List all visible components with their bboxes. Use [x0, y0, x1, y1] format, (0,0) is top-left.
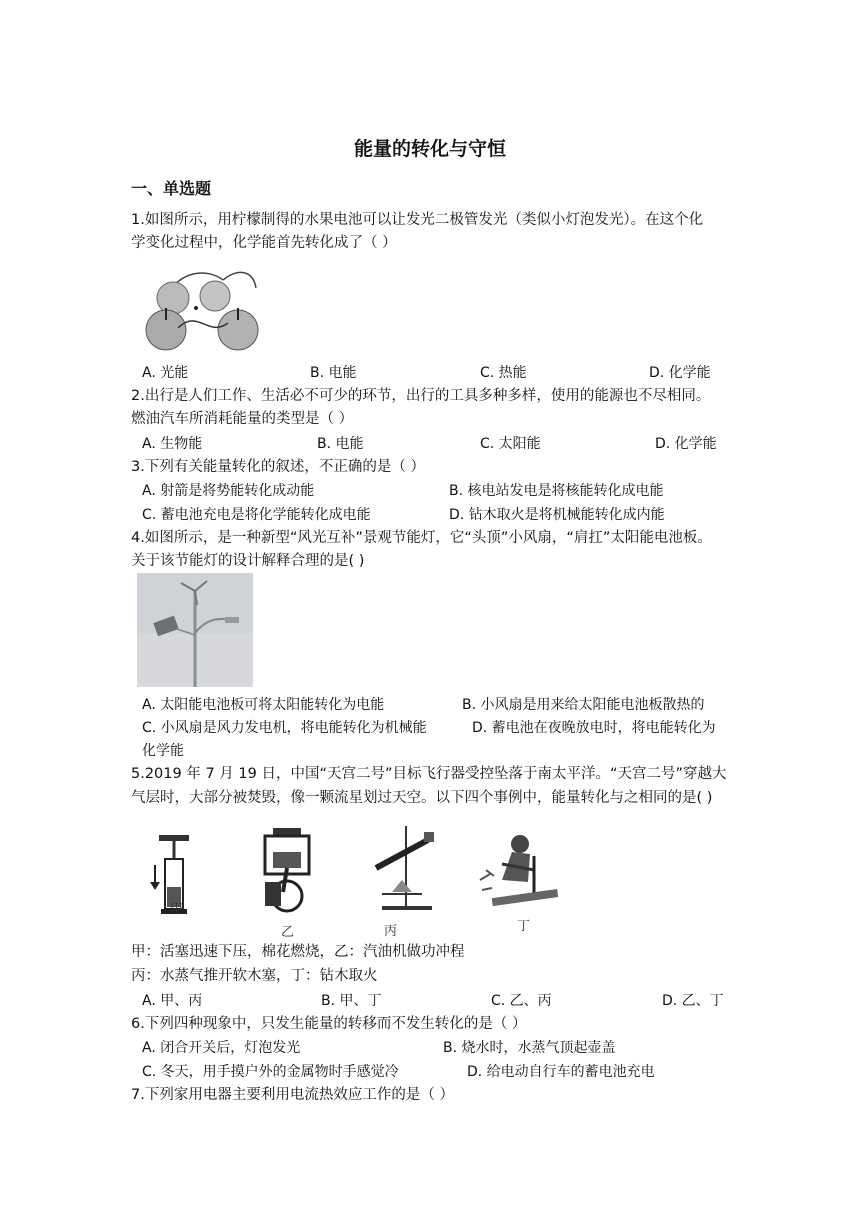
question-5-desc2: 丙：水蒸气推开软木塞，丁：钻木取火: [131, 968, 378, 984]
figure-label-bing: 丙: [384, 924, 398, 939]
q2-option-a[interactable]: A. 生物能: [142, 436, 203, 452]
q1-option-a[interactable]: A. 光能: [142, 365, 189, 381]
drill-wood-fire-image: [472, 830, 562, 915]
question-4-line1: 4.如图所示，是一种新型“风光互补”景观节能灯，它“头顶”小风扇，“肩扛”太阳能电池板。: [131, 530, 712, 546]
steam-cork-image: [362, 822, 442, 922]
q1-option-d[interactable]: D. 化学能: [649, 365, 711, 381]
gasoline-engine-image: [255, 822, 320, 922]
figure-label-ding: 丁: [517, 919, 531, 934]
question-1-line1: 1.如图所示，用柠檬制得的水果电池可以让发光二极管发光（类似小灯泡发光）。在这个化: [131, 212, 704, 228]
q6-option-a[interactable]: A. 闭合开关后，灯泡发光: [142, 1040, 301, 1056]
q2-option-d[interactable]: D. 化学能: [655, 436, 717, 452]
question-6-line1: 6.下列四种现象中，只发生能量的转移而不发生转化的是（ ）: [131, 1016, 527, 1032]
q3-option-d[interactable]: D. 钻木取火是将机械能转化成内能: [449, 507, 665, 523]
q5-option-c[interactable]: C. 乙、丙: [491, 993, 552, 1009]
wind-solar-lamp-image: [137, 573, 253, 687]
q1-option-c[interactable]: C. 热能: [480, 365, 527, 381]
question-2-line1: 2.出行是人们工作、生活必不可少的环节，出行的工具多种多样，使用的能源也不尽相同。: [131, 388, 711, 404]
q4-option-a[interactable]: A. 太阳能电池板可将太阳能转化为电能: [142, 697, 385, 713]
page-title: 能量的转化与守恒: [353, 138, 506, 160]
lemon-battery-image: [138, 268, 273, 356]
q2-option-b[interactable]: B. 电能: [317, 436, 364, 452]
section-heading: 一、单选题: [131, 179, 212, 198]
q1-option-b[interactable]: B. 电能: [310, 365, 357, 381]
q4-option-c[interactable]: C. 小风扇是风力发电机，将电能转化为机械能: [142, 720, 427, 736]
q2-option-c[interactable]: C. 太阳能: [480, 436, 541, 452]
figure-label-yi: 乙: [281, 925, 295, 940]
question-5-desc1: 甲：活塞迅速下压，棉花燃烧，乙：汽油机做功冲程: [131, 944, 465, 960]
q3-option-c[interactable]: C. 蓄电池充电是将化学能转化成电能: [142, 507, 371, 523]
q4-option-b[interactable]: B. 小风扇是用来给太阳能电池板散热的: [462, 697, 705, 713]
question-5-line2: 气层时，大部分被焚毁，像一颗流星划过天空。以下四个事例中，能量转化与之相同的是( ): [131, 790, 713, 806]
q4-option-d-cont: 化学能: [142, 743, 184, 759]
q6-option-b[interactable]: B. 烧水时，水蒸气顶起壶盖: [443, 1040, 616, 1056]
question-5-line1: 5.2019 年 7 月 19 日，中国“天宫二号”目标飞行器受控坠落于南太平洋。“天宫二号”穿越大: [131, 766, 727, 782]
q6-option-d[interactable]: D. 给电动自行车的蓄电池充电: [467, 1064, 655, 1080]
question-7-line1: 7.下列家用电器主要利用电流热效应工作的是（ ）: [131, 1087, 454, 1103]
q5-option-d[interactable]: D. 乙、丁: [662, 993, 724, 1009]
q3-option-a[interactable]: A. 射箭是将势能转化成动能: [142, 483, 315, 499]
q6-option-c[interactable]: C. 冬天，用手摸户外的金属物时手感觉冷: [142, 1064, 399, 1080]
q5-option-a[interactable]: A. 甲、丙: [142, 993, 203, 1009]
q5-option-b[interactable]: B. 甲、丁: [321, 993, 382, 1009]
question-2-line2: 燃油汽车所消耗能量的类型是（ ）: [131, 411, 354, 427]
q3-option-b[interactable]: B. 核电站发电是将核能转化成电能: [449, 483, 664, 499]
question-4-line2: 关于该节能灯的设计解释合理的是( ): [131, 553, 365, 569]
question-3-line1: 3.下列有关能量转化的叙述，不正确的是（ ）: [131, 459, 425, 475]
q4-option-d[interactable]: D. 蓄电池在夜晚放电时，将电能转化为: [472, 720, 716, 736]
figure-label-jia: 甲: [170, 902, 184, 917]
question-1-line2: 学变化过程中，化学能首先转化成了（ ）: [131, 235, 397, 251]
